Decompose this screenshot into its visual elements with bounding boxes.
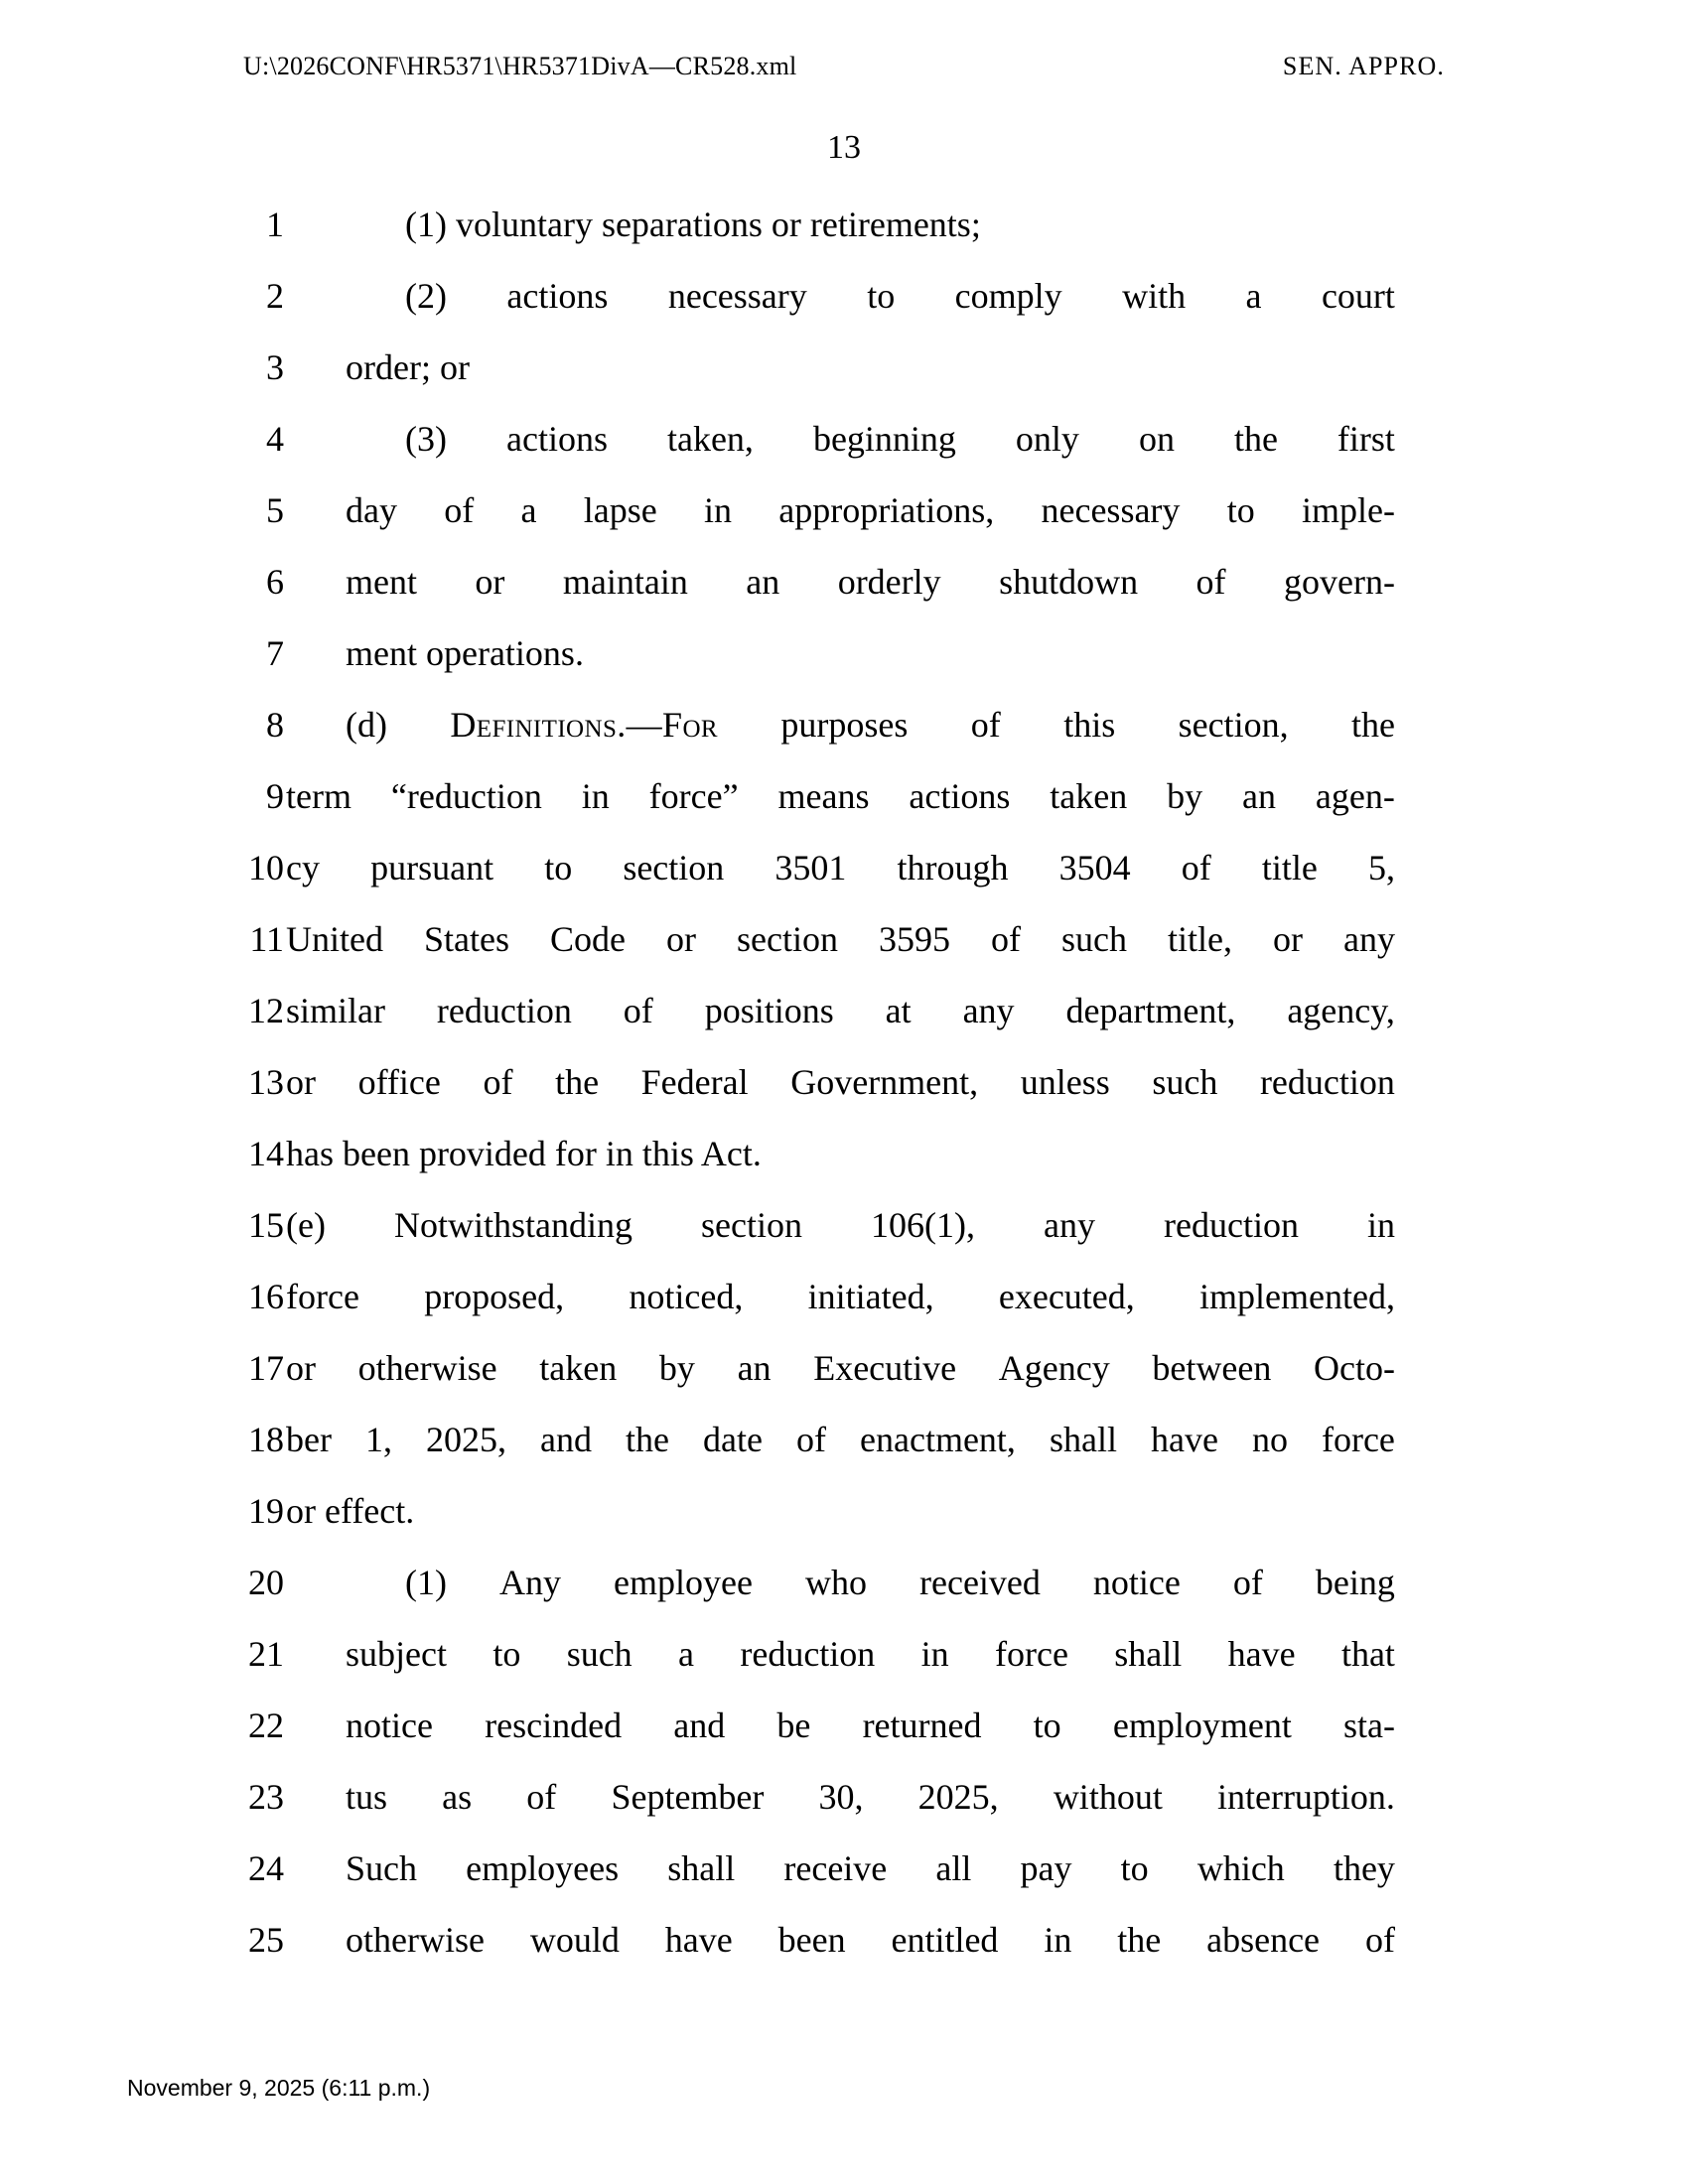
source-file-path: U:\2026CONF\HR5371\HR5371DivA—CR528.xml <box>243 52 797 80</box>
word: agen- <box>1315 776 1395 816</box>
word: (d) <box>346 705 387 745</box>
line-number: 22 <box>248 1706 284 1745</box>
word: force <box>1321 1420 1395 1459</box>
word: Code <box>549 919 626 959</box>
word: section <box>736 919 838 959</box>
word: taken <box>1050 776 1128 816</box>
word: actions <box>506 276 609 316</box>
line-number: 25 <box>248 1920 284 1960</box>
word: interruption. <box>1216 1777 1395 1817</box>
committee-label: SEN. APPRO. <box>1282 52 1445 80</box>
word: shutdown <box>999 562 1139 602</box>
word: employee <box>614 1563 753 1602</box>
word: a <box>678 1634 695 1674</box>
line-text <box>286 1189 1395 1261</box>
word: who <box>804 1563 867 1602</box>
text-line <box>0 475 1688 546</box>
word: employees <box>466 1848 620 1888</box>
line-text <box>286 903 1395 975</box>
word: subject <box>346 1634 447 1674</box>
word: day <box>346 490 397 530</box>
line-number: 15 <box>248 1205 284 1245</box>
word: purposes <box>780 705 909 745</box>
line-number: 8 <box>266 705 284 745</box>
word: of <box>483 1062 513 1102</box>
word: have <box>664 1920 733 1960</box>
word: of <box>1181 848 1211 887</box>
text-line <box>0 1404 1688 1475</box>
word: force <box>995 1634 1068 1674</box>
small-caps-term: Definitions.—For <box>450 705 719 745</box>
word: as <box>442 1777 473 1817</box>
word: (3) <box>405 419 447 459</box>
line-text <box>346 475 1395 546</box>
word: beginning <box>812 419 956 459</box>
text-line <box>0 546 1688 617</box>
line-number: 20 <box>248 1563 284 1602</box>
word: on <box>1138 419 1175 459</box>
word: noticed, <box>629 1277 744 1316</box>
word: through <box>897 848 1009 887</box>
running-header <box>243 52 1445 91</box>
word: implemented, <box>1199 1277 1395 1316</box>
word: 3501 <box>774 848 847 887</box>
word: sta- <box>1343 1706 1395 1745</box>
word: this <box>1063 705 1116 745</box>
word: orderly <box>837 562 941 602</box>
word: to <box>867 276 896 316</box>
text-line <box>0 903 1688 975</box>
word: department, <box>1065 991 1236 1030</box>
word: Federal <box>640 1062 749 1102</box>
word: 3504 <box>1058 848 1131 887</box>
word: 5, <box>1367 848 1395 887</box>
line-number: 3 <box>266 347 284 387</box>
word: office <box>357 1062 441 1102</box>
text-line <box>0 689 1688 760</box>
line-text <box>286 975 1395 1046</box>
line-number: 7 <box>266 633 284 673</box>
word: appropriations, <box>778 490 995 530</box>
word: Notwithstanding <box>393 1205 633 1245</box>
word: such <box>566 1634 633 1674</box>
text-line <box>0 1833 1688 1904</box>
word: Such <box>346 1848 417 1888</box>
word: in <box>1044 1920 1072 1960</box>
word: term <box>286 776 352 816</box>
text-line <box>0 1332 1688 1404</box>
word: and <box>540 1420 592 1459</box>
word: between <box>1152 1348 1272 1388</box>
word: shall <box>1114 1634 1183 1674</box>
word: actions <box>505 419 608 459</box>
word: to <box>492 1634 521 1674</box>
line-text <box>286 760 1395 832</box>
word: the <box>1117 1920 1162 1960</box>
word: reduction <box>740 1634 876 1674</box>
text-line <box>0 617 1688 689</box>
word: to <box>1120 1848 1149 1888</box>
word: no <box>1251 1420 1288 1459</box>
word: shall <box>1049 1420 1117 1459</box>
word: otherwise <box>357 1348 497 1388</box>
word: comply <box>954 276 1062 316</box>
word: of <box>970 705 1001 745</box>
word: tus <box>346 1777 388 1817</box>
line-number: 1 <box>266 205 284 244</box>
word: with <box>1122 276 1187 316</box>
word: September <box>611 1777 765 1817</box>
word: necessary <box>667 276 807 316</box>
word: (2) <box>405 276 447 316</box>
word: and <box>673 1706 726 1745</box>
text-line <box>0 403 1688 475</box>
word: any <box>962 991 1015 1030</box>
line-text <box>405 1547 1395 1618</box>
word: title <box>1261 848 1318 887</box>
line-number: 21 <box>248 1634 284 1674</box>
line-text <box>346 1833 1395 1904</box>
word: date <box>703 1420 763 1459</box>
text-line <box>0 975 1688 1046</box>
word: taken <box>539 1348 618 1388</box>
word: pursuant <box>370 848 494 887</box>
word: of <box>1364 1920 1395 1960</box>
word: initiated, <box>807 1277 934 1316</box>
word: returned <box>862 1706 982 1745</box>
word: actions <box>909 776 1011 816</box>
text-line <box>0 260 1688 332</box>
word: rescinded <box>485 1706 623 1745</box>
word: would <box>529 1920 620 1960</box>
line-number: 12 <box>248 991 284 1030</box>
word: agency, <box>1287 991 1395 1030</box>
word: means <box>777 776 870 816</box>
word: an <box>737 1348 772 1388</box>
word: title, <box>1167 919 1232 959</box>
text-line <box>0 1904 1688 1976</box>
word: to <box>544 848 573 887</box>
line-text <box>405 403 1395 475</box>
word: entitled <box>891 1920 999 1960</box>
text-line <box>0 760 1688 832</box>
line-number: 9 <box>266 776 284 816</box>
word: of <box>796 1420 826 1459</box>
word: in <box>1366 1205 1395 1245</box>
word: section, <box>1178 705 1289 745</box>
text-line <box>0 1261 1688 1332</box>
text-line <box>0 189 1688 260</box>
text-line <box>0 1475 1688 1547</box>
line-text <box>346 546 1395 617</box>
line-number: 17 <box>248 1348 284 1388</box>
word: absence <box>1206 1920 1321 1960</box>
word: maintain <box>562 562 688 602</box>
word: necessary <box>1041 490 1181 530</box>
word: force” <box>648 776 739 816</box>
word: or <box>286 1062 316 1102</box>
line-text: ment operations. <box>346 633 584 673</box>
word: been <box>777 1920 846 1960</box>
word: have <box>1150 1420 1218 1459</box>
word: being <box>1315 1563 1395 1602</box>
word: Agency <box>998 1348 1110 1388</box>
word: otherwise <box>346 1920 485 1960</box>
line-number: 19 <box>248 1491 284 1531</box>
page-number: 13 <box>827 129 861 166</box>
word: section <box>623 848 725 887</box>
word: all <box>935 1848 972 1888</box>
line-text <box>346 689 1395 760</box>
line-number: 10 <box>248 848 284 887</box>
word: the <box>626 1420 669 1459</box>
word: govern- <box>1283 562 1395 602</box>
line-text: or effect. <box>286 1491 415 1531</box>
word: section <box>701 1205 802 1245</box>
line-number: 14 <box>248 1134 284 1173</box>
text-line <box>0 332 1688 403</box>
word: any <box>1342 919 1395 959</box>
word: reduction <box>1259 1062 1395 1102</box>
line-text <box>286 1046 1395 1118</box>
word: Government, <box>790 1062 979 1102</box>
word: of <box>623 991 653 1030</box>
word: a <box>520 490 537 530</box>
word: or <box>1272 919 1303 959</box>
word: (1) <box>405 1563 447 1602</box>
word: the <box>555 1062 600 1102</box>
line-text <box>286 1404 1395 1475</box>
line-text <box>346 1904 1395 1976</box>
text-line <box>0 1690 1688 1761</box>
word: positions <box>704 991 834 1030</box>
word: employment <box>1112 1706 1292 1745</box>
word: received <box>919 1563 1041 1602</box>
word: imple- <box>1301 490 1395 530</box>
line-text <box>346 1690 1395 1761</box>
word: to <box>1226 490 1255 530</box>
word: by <box>658 1348 695 1388</box>
text-line <box>0 1618 1688 1690</box>
line-number: 2 <box>266 276 284 316</box>
line-number: 13 <box>248 1062 284 1102</box>
line-number: 16 <box>248 1277 284 1316</box>
word: any <box>1044 1205 1095 1245</box>
word: at <box>885 991 912 1030</box>
word: of <box>1196 562 1226 602</box>
word: or <box>475 562 505 602</box>
word: 30, <box>818 1777 864 1817</box>
word: reduction <box>1164 1205 1299 1245</box>
line-text <box>346 1618 1395 1690</box>
word: first <box>1336 419 1395 459</box>
word: or <box>665 919 696 959</box>
word: of <box>444 490 475 530</box>
line-text <box>405 260 1395 332</box>
numbered-line-block <box>0 189 1688 1976</box>
word: only <box>1015 419 1079 459</box>
word: ber <box>286 1420 332 1459</box>
word: have <box>1227 1634 1296 1674</box>
line-number: 4 <box>266 419 284 459</box>
word: of <box>526 1777 557 1817</box>
word: reduction <box>436 991 572 1030</box>
word: without <box>1053 1777 1163 1817</box>
word: they <box>1333 1848 1395 1888</box>
word: notice <box>346 1706 433 1745</box>
word: court <box>1321 276 1395 316</box>
word: in <box>581 776 610 816</box>
word: or <box>286 1348 316 1388</box>
line-text <box>286 1332 1395 1404</box>
text-line <box>0 1046 1688 1118</box>
word: that <box>1340 1634 1395 1674</box>
line-number: 5 <box>266 490 284 530</box>
word: 1, <box>364 1420 392 1459</box>
word: unless <box>1020 1062 1110 1102</box>
word: receive <box>783 1848 888 1888</box>
word: by <box>1167 776 1203 816</box>
line-number: 24 <box>248 1848 284 1888</box>
word: of <box>990 919 1021 959</box>
word: to <box>1033 1706 1061 1745</box>
word: an <box>1242 776 1277 816</box>
word: cy <box>286 848 320 887</box>
word: such <box>1060 919 1127 959</box>
word: such <box>1152 1062 1218 1102</box>
word: ment <box>346 562 417 602</box>
word: be <box>776 1706 811 1745</box>
text-line <box>0 1189 1688 1261</box>
line-text <box>286 832 1395 903</box>
word: “reduction <box>390 776 542 816</box>
word: 2025, <box>426 1420 506 1459</box>
text-line <box>0 1118 1688 1189</box>
word: pay <box>1020 1848 1072 1888</box>
word: States <box>423 919 509 959</box>
word: (e) <box>286 1205 326 1245</box>
word: taken, <box>666 419 754 459</box>
word: force <box>286 1277 359 1316</box>
word: Octo- <box>1314 1348 1395 1388</box>
word: 2025, <box>917 1777 999 1817</box>
word: 106(1), <box>871 1205 975 1245</box>
word: United <box>286 919 383 959</box>
line-text: has been provided for in this Act. <box>286 1134 762 1173</box>
line-text: order; or <box>346 347 470 387</box>
word: notice <box>1092 1563 1181 1602</box>
word: the <box>1350 705 1395 745</box>
word: Executive <box>813 1348 957 1388</box>
line-number: 6 <box>266 562 284 602</box>
line-text <box>346 1761 1395 1833</box>
word: proposed, <box>424 1277 565 1316</box>
word: a <box>1245 276 1262 316</box>
footer-timestamp: November 9, 2025 (6:11 p.m.) <box>127 2075 431 2101</box>
word: Any <box>499 1563 561 1602</box>
word: executed, <box>998 1277 1135 1316</box>
line-number: 23 <box>248 1777 284 1817</box>
line-number: 18 <box>248 1420 284 1459</box>
word: the <box>1233 419 1278 459</box>
word: an <box>746 562 780 602</box>
line-text: (1) voluntary separations or retirements; <box>405 205 981 244</box>
word: similar <box>286 991 385 1030</box>
text-line <box>0 832 1688 903</box>
word: shall <box>667 1848 736 1888</box>
word: 3595 <box>878 919 950 959</box>
line-text <box>286 1261 1395 1332</box>
word: of <box>1232 1563 1263 1602</box>
word: which <box>1196 1848 1285 1888</box>
word: in <box>704 490 733 530</box>
line-number: 11 <box>249 919 284 959</box>
text-line <box>0 1761 1688 1833</box>
word: in <box>920 1634 949 1674</box>
word: lapse <box>583 490 657 530</box>
text-line <box>0 1547 1688 1618</box>
word: enactment, <box>860 1420 1016 1459</box>
